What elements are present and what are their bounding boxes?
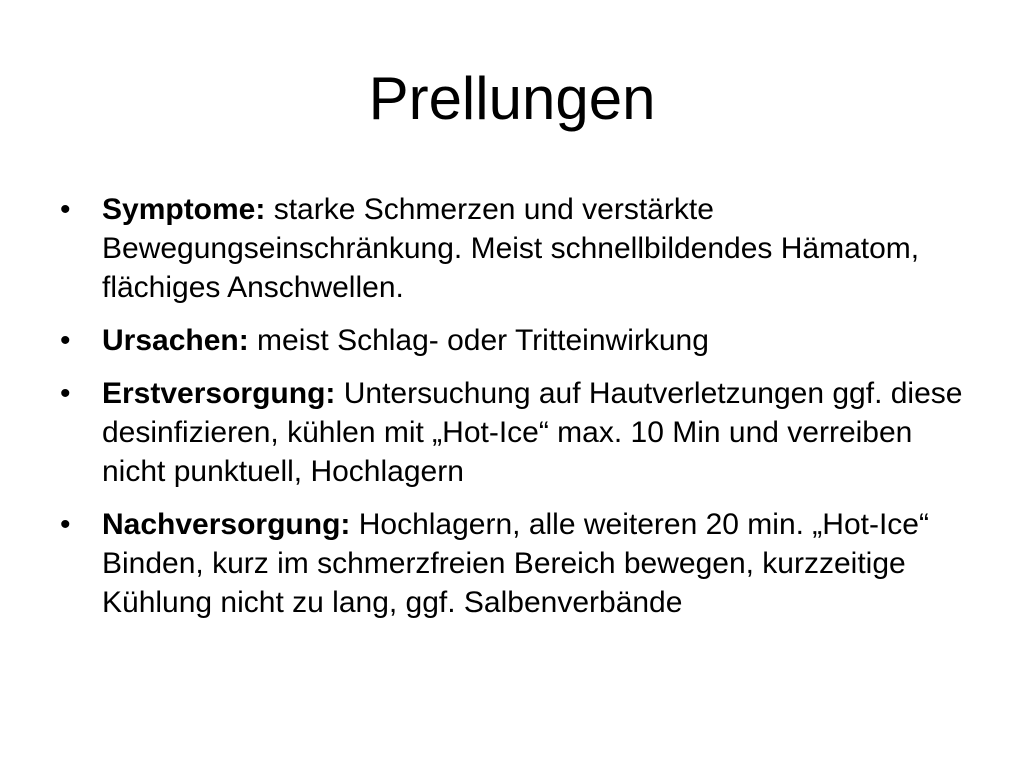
bullet-text: starke Schmerzen und verstärkte Bewegungseinschränkung. Meist schnellbildendes Hämatom, flächiges Anschwellen. [102, 193, 920, 304]
bullet-icon: • [60, 193, 71, 226]
bullet-erstversorgung [60, 374, 980, 491]
bullet-ursachen [60, 321, 980, 360]
bullet-text: Untersuchung auf Hautverletzungen ggf. diese desinfizieren, kühlen mit „Hot-Ice“ max. 10 Min und verreiben nicht punktuell, Hochlagern [102, 377, 963, 488]
bullet-icon: • [60, 508, 71, 541]
slide-title: Prellungen [368, 65, 656, 132]
bullet-label: Nachversorgung: [102, 508, 351, 541]
bullet-nachversorgung [60, 505, 980, 622]
bullet-label: Ursachen: [102, 324, 249, 357]
bullet-icon: • [60, 324, 71, 357]
bullet-text: Hochlagern, alle weiteren 20 min. „Hot-Ice“ Binden, kurz im schmerzfreien Bereich bewegen, kurzzeitige Kühlung nicht zu lang, ggf. Salbenverbände [102, 508, 929, 619]
bullet-label: Erstversorgung: [102, 377, 336, 410]
bullet-symptome [60, 190, 980, 307]
bullet-icon: • [60, 377, 71, 410]
bullet-text: meist Schlag- oder Tritteinwirkung [248, 324, 709, 357]
bullet-label: Symptome: [102, 193, 266, 226]
bullet-list [60, 190, 980, 636]
